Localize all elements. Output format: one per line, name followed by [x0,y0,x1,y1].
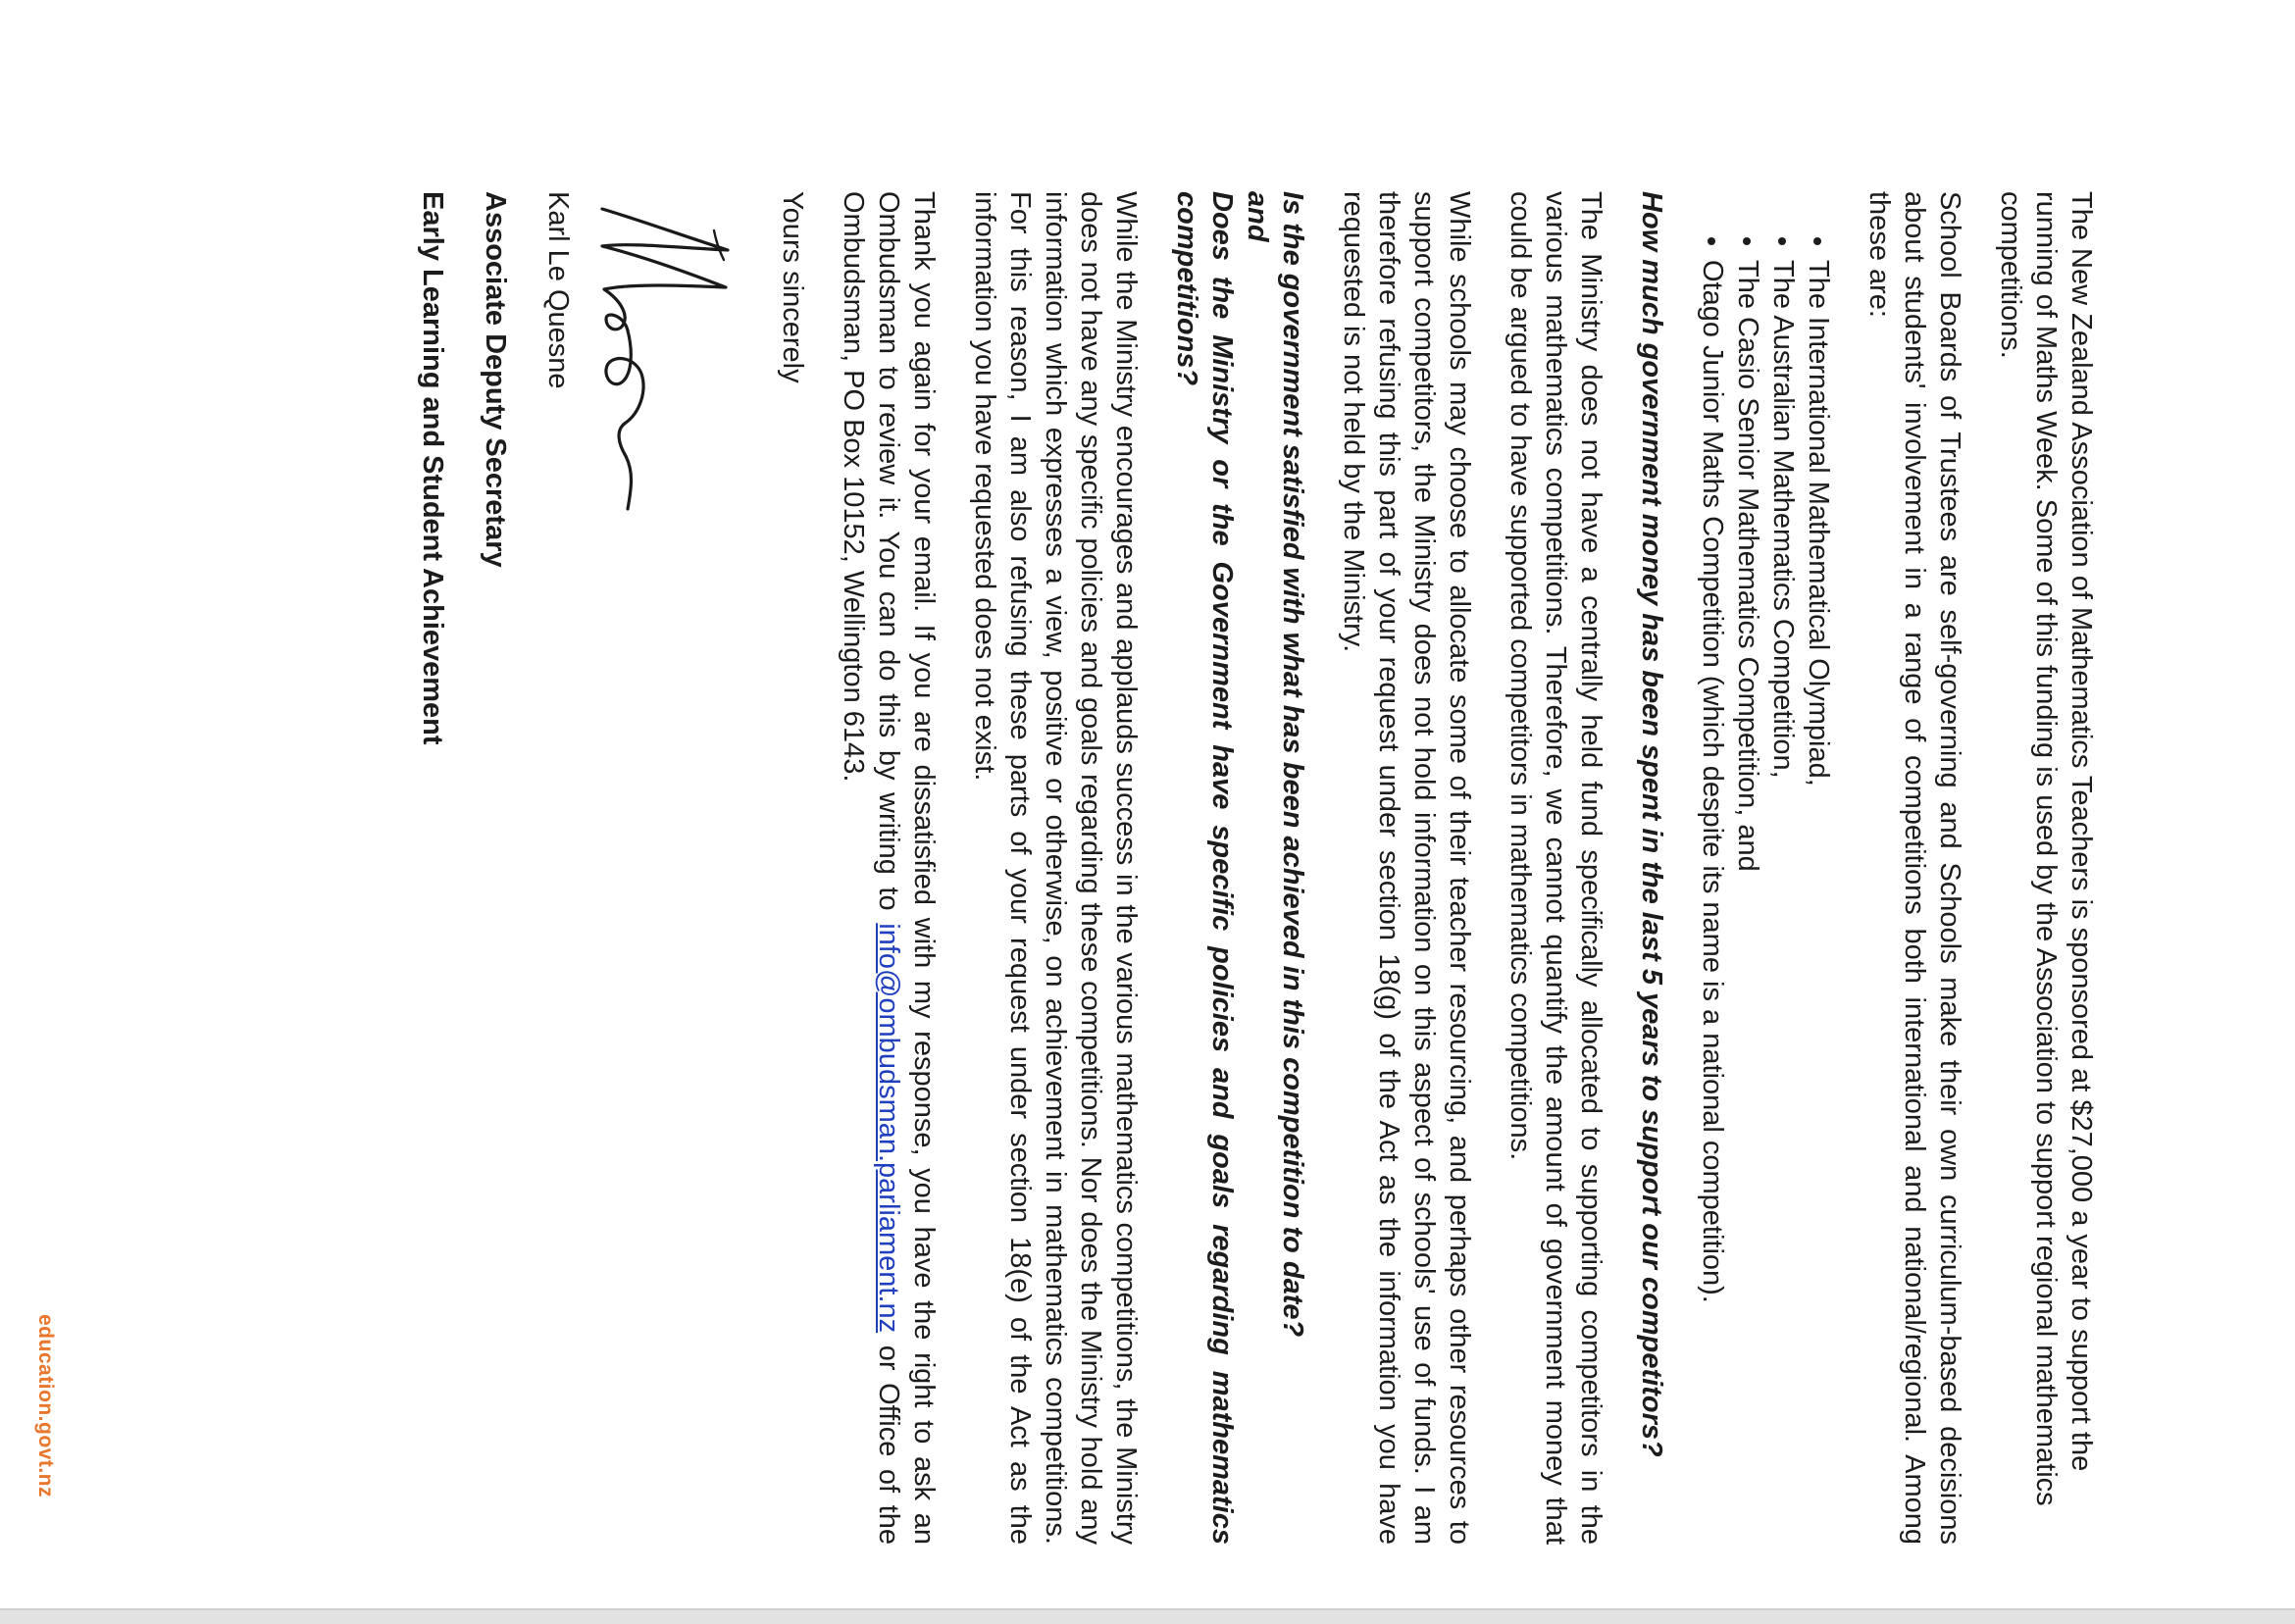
ombudsman-text-before: Thank you again for your email. If you are dissatisfied with my response, you have the right to ask an Ombudsman to review it. You can do this by writing to [873,191,940,1545]
list-item: • The Casio Senior Mathematics Competition, and [1730,260,1765,1545]
ombudsman-paragraph [836,191,942,1545]
answer-funding-paragraph-2: While schools may choose to allocate some of their teacher resourcing, and perhaps other resources to support competitors, the Ministry does not hold information on this aspect of schools' use of funds. I am therefore refusing this part of your request under section 18(g) of the Act as the information you have requested is not held by the Ministry. [1338,191,1475,1545]
ombudsman-email-link[interactable]: info@ombudsman.parliament.nz [873,923,904,1334]
list-item: • The International Mathematical Olympiad, [1801,260,1836,1545]
question-policies [1169,191,1310,1545]
closing-salutation: Yours sincerely [777,191,808,383]
answer-policies-paragraph: While the Ministry encourages and applauds success in the various mathematics competitions, the Ministry does not have any specific policies and goals regarding these competitions. Nor does the Ministry hold any information which expresses a view, positive or otherwise, on achievement in mathematics competitions. For this reason, I am also refusing these parts of your request under section 18(e) of the Act as the information you have requested does not exist. [969,191,1142,1545]
question-satisfied: Is the government satisfied with what has been achieved in this competition to date? [1277,191,1308,1338]
answer-funding-paragraph-1: The Ministry does not have a centrally held fund specifically allocated to supporting competitors in the various mathematics competitions. Therefore, we cannot quantify the amount of government money that could be argued to have supported competitors in mathematics competitions. [1504,191,1606,1545]
list-item: • The Australian Mathematics Competition, [1765,260,1801,1545]
intro-paragraph: The New Zealand Association of Mathematics Teachers is sponsored at $27,000 a year to support the running of Maths Week. Some of this funding is used by the Association to support regional mathematics competitions. [1995,191,2097,1506]
boards-paragraph: School Boards of Trustees are self-governing and Schools make their own curriculum-based decisions about students' involvement in a range of competitions both international and national/regional. Among these are: [1863,191,1965,1545]
question-and: and [1242,191,1273,242]
signatory-division: Early Learning and Student Achievement [417,191,448,745]
question-funding: How much government money has been spent in the last 5 years to support our competitors? [1636,191,1667,1457]
letter-page [255,191,2099,1545]
signatory-title: Associate Deputy Secretary [480,191,511,568]
signature-image [583,191,749,515]
competitions-list [1695,191,1836,1545]
ombudsman-text-after: or Office of the Ombudsman, PO Box 10152, Wellington 6143. [838,191,904,1545]
question-specific-policies: Does the Ministry or the Government have specific policies and goals regarding mathematics competitions? [1171,191,1238,1545]
list-item: • Otago Junior Maths Competition (which despite its name is a national competition). [1695,260,1730,1545]
footer-url: education.govt.nz [34,1314,57,1497]
signatory-name: Karl Le Quesne [542,191,574,389]
